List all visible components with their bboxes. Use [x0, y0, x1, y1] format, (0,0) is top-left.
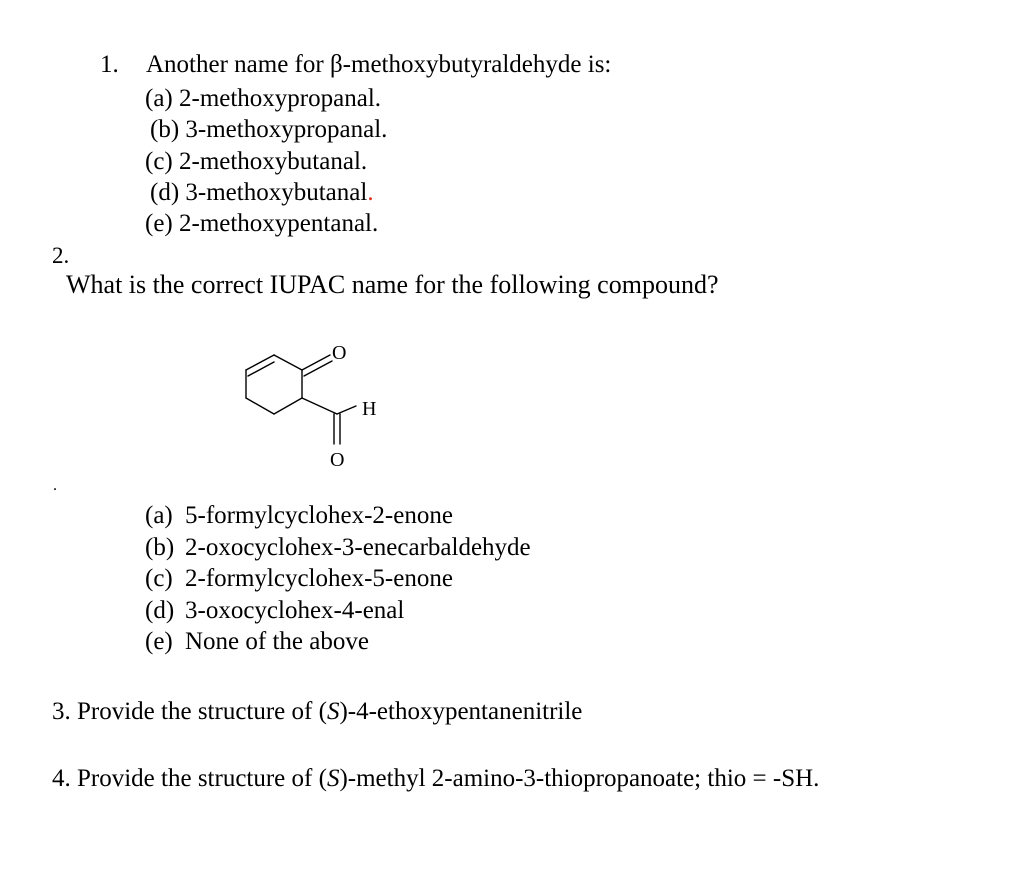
q4-question — [52, 766, 819, 791]
q1-option-e: (e) 2-methoxypentanal. — [145, 210, 379, 237]
ring-double-bond-inner — [248, 362, 274, 376]
q1-option-a: (a) 2-methoxypropanal. — [145, 85, 382, 112]
q4-stereo: S — [326, 765, 340, 792]
q2-option-b-text: 2-oxocyclohex-3-enecarbaldehyde — [185, 534, 531, 561]
q2-option-b — [145, 535, 531, 560]
q2-option-d — [145, 598, 404, 623]
q2-option-c-label: (c) — [145, 565, 173, 592]
q2-option-a-text: 5-formylcyclohex-2-enone — [185, 502, 453, 529]
compound-structure — [228, 332, 378, 474]
ring-bond-c3-c2 — [246, 355, 274, 370]
q2-option-e-text: None of the above — [185, 628, 369, 655]
q1-number: 1. — [100, 51, 119, 78]
q2-option-d-text: 3-oxocyclohex-4-enal — [185, 597, 405, 624]
ketone-bond-1 — [302, 355, 330, 370]
q1-option-d-text: (d) 3-methoxybutanal — [150, 179, 368, 206]
q3-question — [52, 699, 582, 724]
q2-option-a — [145, 503, 453, 528]
q1-option-c: (c) 2-methoxybutanal. — [145, 148, 368, 175]
q2-option-d-label: (d) — [145, 597, 175, 624]
q1-option-d — [150, 180, 374, 205]
ring-bond-c6-c5 — [274, 398, 302, 414]
q1-option-d-red-dot: . — [367, 179, 374, 206]
stray-mark: . — [53, 477, 57, 494]
q2-number: 2. — [52, 243, 70, 268]
q3-stereo: S — [326, 698, 340, 725]
q2-option-e — [145, 629, 369, 654]
aldehyde-h-label: H — [362, 398, 377, 420]
q2-option-c — [145, 566, 453, 591]
aldehyde-oxygen-label: O — [330, 449, 345, 471]
ring-bond-c2-c1 — [274, 355, 302, 370]
q2-option-e-label: (e) — [145, 628, 173, 655]
q3-prefix: 3. Provide the structure of ( — [52, 698, 327, 725]
q4-suffix: )-methyl 2-amino-3-thiopropanoate; thio = -SH. — [339, 765, 820, 792]
q3-suffix: )-4-ethoxypentanenitrile — [339, 698, 583, 725]
q1-option-b: (b) 3-methoxypropanal. — [150, 116, 388, 143]
q2-option-a-label: (a) — [145, 502, 173, 529]
aldehyde-carbon-bond — [302, 398, 337, 414]
ketone-bond-2 — [304, 361, 332, 376]
q2-option-c-text: 2-formylcyclohex-5-enone — [185, 565, 453, 592]
q1-question: Another name for β-methoxybutyraldehyde is: — [146, 51, 612, 78]
q2-question: What is the correct IUPAC name for the following compound? — [66, 270, 719, 299]
q4-prefix: 4. Provide the structure of ( — [52, 765, 327, 792]
q2-option-b-label: (b) — [145, 534, 175, 561]
aldehyde-h-bond — [337, 406, 356, 414]
ring-bond-c5-c4 — [246, 398, 274, 414]
ketone-oxygen-label: O — [332, 342, 347, 364]
